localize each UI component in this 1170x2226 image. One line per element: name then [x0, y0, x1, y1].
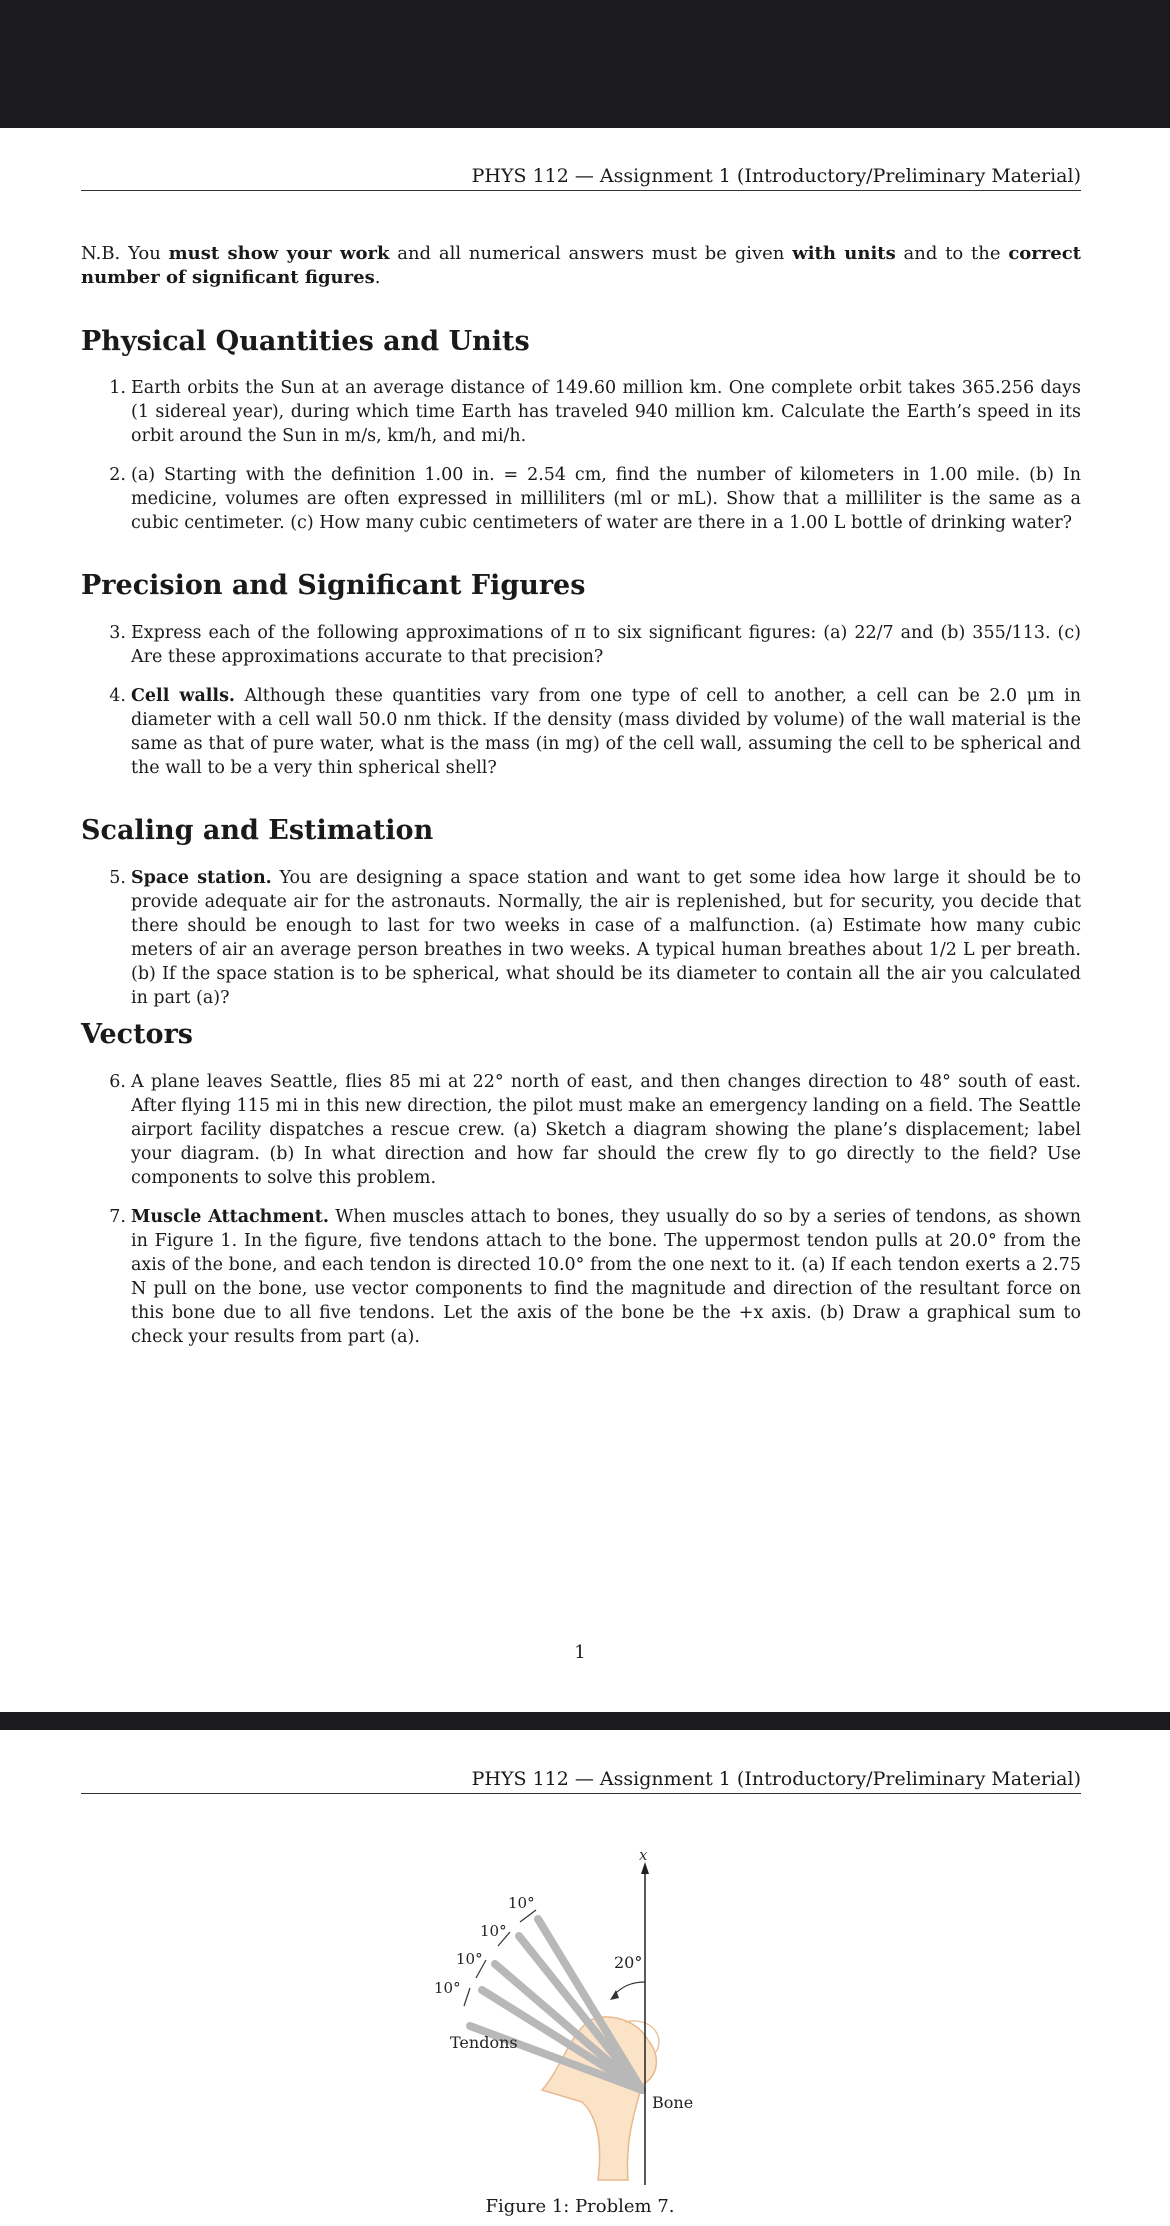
problem-text: Express each of the following approximations of π to six significant figures: (a) 22/7 and (b) 355/113. (c) Are these approximations accurate to that precision? [131, 623, 1081, 667]
section-heading-scaling: Scaling and Estimation [81, 815, 434, 846]
problem-text: Although these quantities vary from one type of cell to another, a cell can be 2.0 μm in diameter with a cell wall 50.0 nm thick. If the density (mass divided by volume) of the wall material is the same as that of pure water, what is the mass (in mg) of the cell wall, assuming the cell to be spherical and the wall to be a very thin spherical shell? [131, 686, 1081, 778]
problem-6 [109, 1070, 1081, 1190]
note-bold: must show your work [168, 243, 390, 264]
angle-label-10-top: 10° [508, 1894, 535, 1912]
tendon-figure [420, 1840, 750, 2190]
problem-number: 3. [109, 623, 126, 643]
note-text: and all numerical answers must be given [389, 243, 793, 264]
running-header: PHYS 112 — Assignment 1 (Introductory/Preliminary Material) [81, 165, 1081, 191]
problem-title: Muscle Attachment. [131, 1207, 329, 1227]
tendons-group [470, 1919, 642, 2090]
section-heading-vectors: Vectors [81, 1019, 193, 1050]
note-bold: correct number of significant figures [81, 243, 1081, 288]
page-2 [0, 1730, 1170, 2226]
problem-text: A plane leaves Seattle, flies 85 mi at 22° north of east, and then changes direction to 48° south of east. After flying 115 mi in this new direction, the pilot must make an emergency landing on a field. The Seattle airport facility dispatches a rescue crew. (a) Sketch a diagram showing the plane’s displacement; label your diagram. (b) In what direction and how far should the crew fly to go directly to the field? Use components to solve this problem. [131, 1072, 1081, 1188]
tendons-label: Tendons [450, 2033, 518, 2052]
note-bold: with units [792, 243, 896, 264]
section-heading-precision: Precision and Significant Figures [81, 570, 586, 601]
page-1 [0, 128, 1170, 1712]
problem-title: Cell walls. [131, 686, 236, 706]
angle-label-20: 20° [614, 1953, 643, 1972]
running-header: PHYS 112 — Assignment 1 (Introductory/Preliminary Material) [81, 1768, 1081, 1794]
problem-1 [109, 376, 1081, 448]
problem-text: When muscles attach to bones, they usually do so by a series of tendons, as shown in Figure 1. In the figure, five tendons attach to the bone. The uppermost tendon pulls at 20.0° from the axis of the bone, and each tendon is directed 10.0° from the one next to it. (a) If each tendon exerts a 2.75 N pull on the bone, use vector components to find the magnitude and direction of the resultant force on this bone due to all five tendons. Let the axis of the bone be the +x axis. (b) Draw a graphical sum to check your results from part (a). [131, 1207, 1082, 1347]
problem-text: (a) Starting with the definition 1.00 in. = 2.54 cm, find the number of kilometers in 1.00 mile. (b) In medicine, volumes are often expressed in milliliters (ml or mL). Show that a milliliter is the same as a cubic centimeter. (c) How many cubic centimeters of water are there in a 1.00 L bottle of drinking water? [131, 465, 1081, 533]
angle-tick-arrow [464, 1988, 470, 2006]
angle-arc-20 [613, 1982, 645, 1996]
problem-7 [109, 1205, 1082, 1349]
instructions-note [81, 242, 1081, 290]
figure-caption: Figure 1: Problem 7. [485, 2196, 675, 2217]
problem-number: 7. [109, 1207, 126, 1227]
problem-number: 4. [109, 686, 126, 706]
page-number: 1 [574, 1642, 586, 1663]
angle-label-10-third: 10° [456, 1950, 483, 1968]
x-axis-label: x [639, 1846, 648, 1864]
angle-label-10-bottom: 10° [434, 1979, 461, 1997]
bone-label: Bone [652, 2093, 694, 2112]
problem-number: 1. [109, 378, 126, 398]
problem-number: 2. [109, 465, 126, 485]
problem-text: You are designing a space station and want to get some idea how large it should be to provide adequate air for the astronauts. Normally, the air is replenished, but for security, you decide that there should be enough to last for two weeks in case of a malfunction. (a) Estimate how many cubic meters of air an average person breathes in two weeks. A typical human breathes about 1/2 L per breath. (b) If the space station is to be spherical, what should be its diameter to contain all the air you calculated in part (a)? [131, 868, 1081, 1008]
problem-number: 5. [109, 868, 126, 888]
note-text: and to the [895, 243, 1009, 264]
note-text: N.B. You [81, 243, 169, 264]
viewer-top-bar [0, 0, 1170, 128]
problem-3 [109, 621, 1081, 669]
problem-5 [109, 866, 1081, 1010]
note-text: . [374, 267, 381, 288]
problem-2 [109, 463, 1081, 535]
angle-label-10-second: 10° [480, 1922, 507, 1940]
problem-title: Space station. [131, 868, 272, 888]
problem-text: Earth orbits the Sun at an average distance of 149.60 million km. One complete orbit takes 365.256 days (1 sidereal year), during which time Earth has traveled 940 million km. Calculate the Earth’s speed in its orbit around the Sun in m/s, km/h, and mi/h. [131, 378, 1081, 446]
problem-number: 6. [109, 1072, 126, 1092]
problem-4 [109, 684, 1081, 780]
section-heading-units: Physical Quantities and Units [81, 326, 530, 357]
